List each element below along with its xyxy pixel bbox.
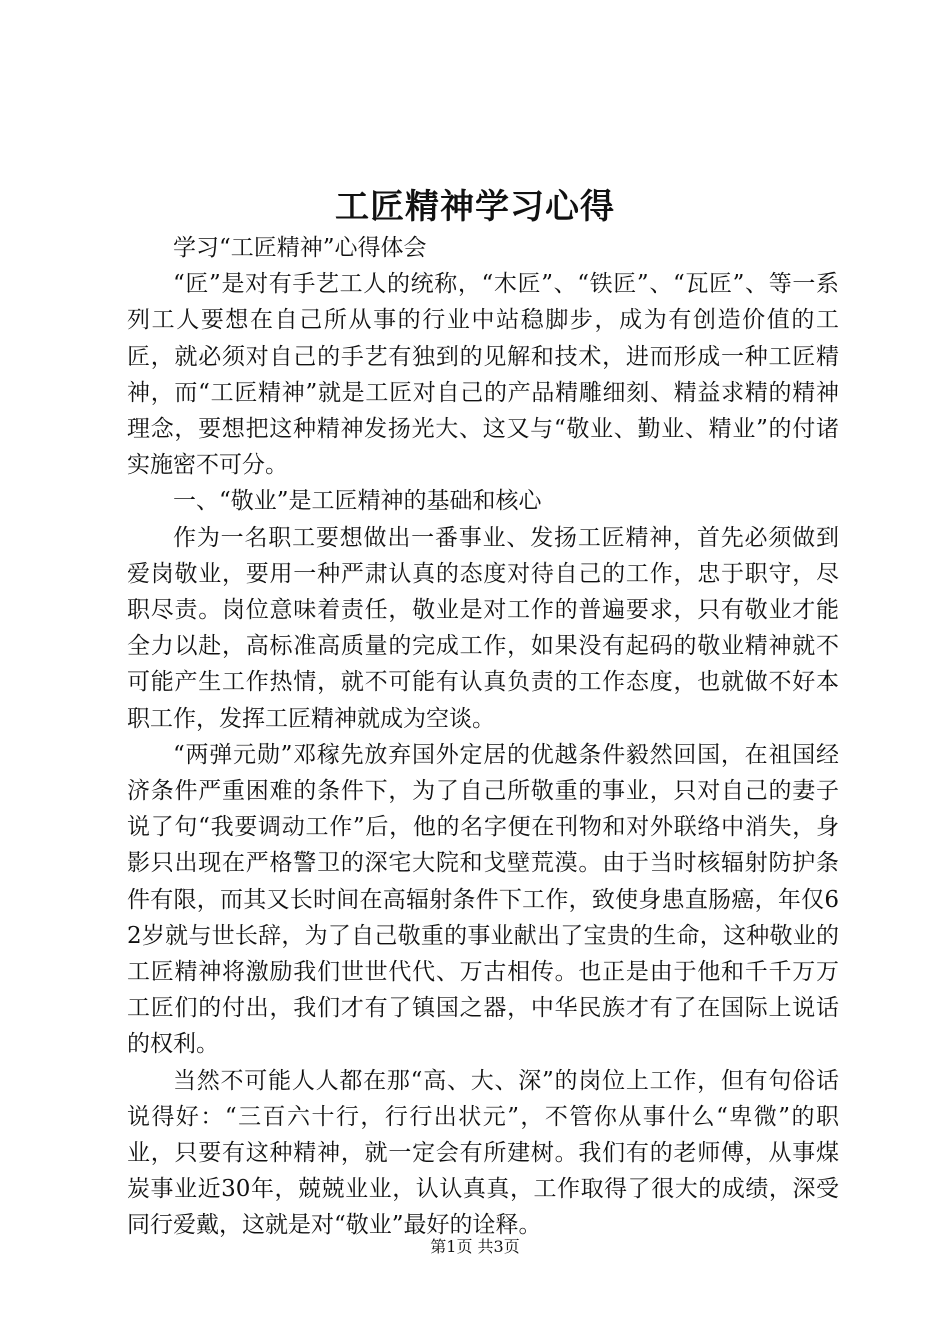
document-title: 工匠精神学习心得 bbox=[335, 187, 615, 227]
body-paragraph: “两弹元勋”邓稼先放弃国外定居的优越条件毅然回国，在祖国经济条件严重困难的条件下，为了自己所敬重的事业，只对自己的妻子说了句“我要调动工作”后，他的名字便在刊物和对外联络中消失，身影只出现在严格警卫的深宅大院和戈壁荒漠。由于当时核辐射防护条件有限，而其又长时间在高辐射条件下工作，致使身患直肠癌，年仅62岁就与世长辞，为了自己敬重的事业献出了宝贵的生命，这种敬业的工匠精神将激励我们世世代代、万古相传。也正是由于他和千千万万工匠们的付出，我们才有了镇国之器，中华民族才有了在国际上说话的权利。 bbox=[127, 741, 839, 1058]
body-paragraph: 作为一名职工要想做出一番事业、发扬工匠精神，首先必须做到爱岗敬业，要用一种严肃认真的态度对待自己的工作，忠于职守，尽职尽责。岗位意味着责任，敬业是对工作的普遍要求，只有敬业才能全力以赴，高标准高质量的完成工作，如果没有起码的敬业精神就不可能产生工作热情，就不可能有认真负责的工作态度，也就做不好本职工作，发挥工匠精神就成为空谈。 bbox=[127, 524, 839, 732]
body-paragraph: 当然不可能人人都在那“高、大、深”的岗位上工作，但有句俗话说得好：“三百六十行，行行出状元”，不管你从事什么“卑微”的职业，只要有这种精神，就一定会有所建树。我们有的老师傅，从事煤炭事业近30年，兢兢业业，认认真真，工作取得了很大的成绩，深受同行爱戴，这就是对“敬业”最好的诠释。 bbox=[127, 1067, 839, 1239]
subtitle-paragraph: 学习“工匠精神”心得体会 bbox=[173, 235, 427, 261]
document-body bbox=[127, 230, 839, 1244]
intro-paragraph: “匠”是对有手艺工人的统称，“木匠”、“铁匠”、“瓦匠”、等一系列工人要想在自己所从事的行业中站稳脚步，成为有创造价值的工匠，就必须对自己的手艺有独到的见解和技术，进而形成一种工匠精神，而“工匠精神”就是工匠对自己的产品精雕细刻、精益求精的精神理念，要想把这种精神发扬光大、这又与“敬业、勤业、精业”的付诸实施密不可分。 bbox=[127, 271, 839, 479]
section-heading: 一、“敬业”是工匠精神的基础和核心 bbox=[173, 488, 542, 515]
page-number: 第1页 共3页 bbox=[430, 1237, 520, 1256]
